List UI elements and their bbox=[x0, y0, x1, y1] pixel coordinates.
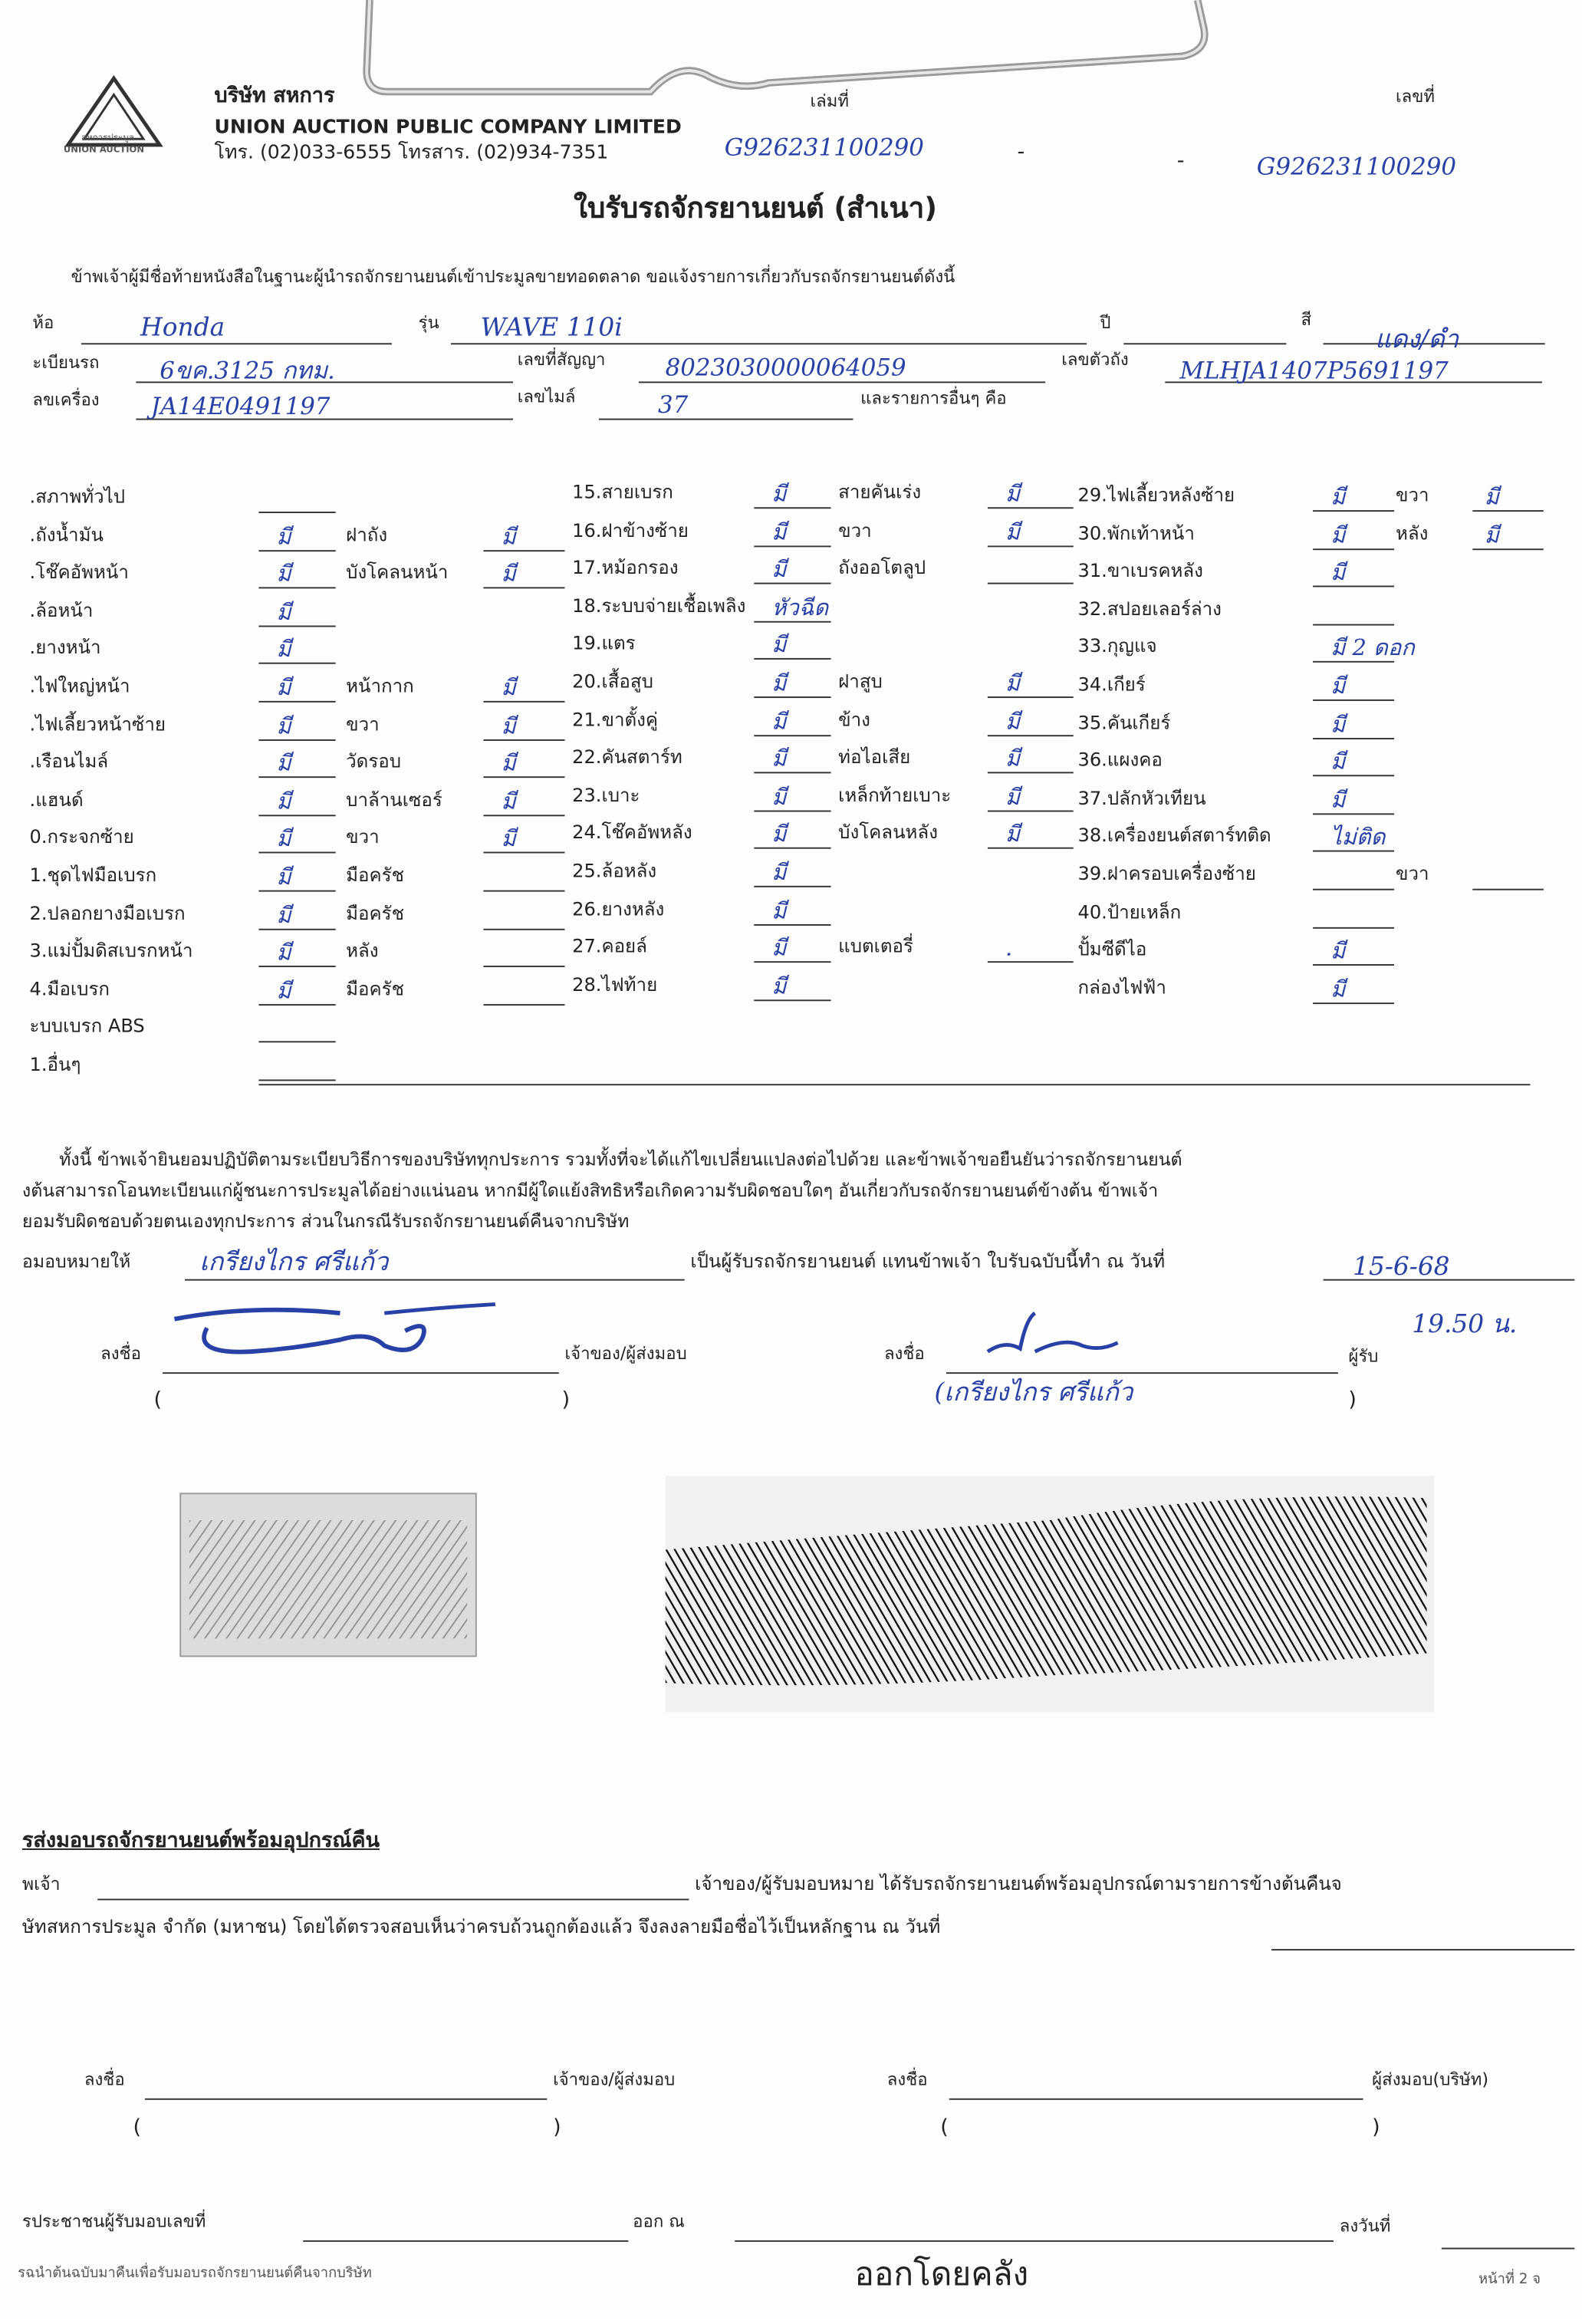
issue-date-label: ลงวันที่ bbox=[1339, 2215, 1391, 2237]
checklist-item-mark: มี bbox=[1330, 748, 1346, 775]
checklist-sub-label: วัดรอบ bbox=[346, 749, 402, 772]
document-page: สหการประมูล UNION AUCTION บริษัท สหการ UNION AUCTION PUBLIC COMPANY LIMITED โทร. (02)033-6555 โทรสาร. (02)934-7351 เล่มที่ เลขที่ G926231100290 - - G926231100290 ใบรับรถจักรยานยนต์ (สำเนา) ข้าพเจ้าผู้มีชื่อท้ายหนังสือในฐานะผู้นำรถจักรยานยนต์เข้าประมูลขายทอดตลาด ขอแจ้งรายการเกี่ยวกับรถจักรยานยนต์ดังนี้ ห้อ Honda รุ่น WAVE 110i ปี สี แดง/ดำ ะเบียนรถ 6ขค.3125 กทม. เลขที่สัญญา 8023030000064059 เลขตัวถัง MLHJA1407P5691197 ลขเครื่อง JA14E0491197 เลขไมล์ 37 และรายการอื่นๆ คือ ทั้งนี้ ข้าพเจ้ายินยอมปฏิบัติตามระเบียบวิธีการของบริษัททุกประการ รวมทั้งที่จะได้แก้ไขเปลี่ยนแปลงต่อไปด้วย และข้าพเจ้าขอยืนยันว่ารถจักรยานยนต์ งต้นสามารถโอนทะเบียนแก่ผู้ชนะการประมูลได้อย่างแน่นอน หากมีผู้ใดแย้งสิทธิหรือเกิดความรับผิดชอบใดๆ อันเกี่ยวกับรถจักรยานยนต์ข้างต้น ข้าพเจ้า ยอมรับผิดชอบด้วยตนเองทุกประการ ส่วนในกรณีรับรถจักรยานยนต์คืนจากบริษัท อมอบหมายให้ เกรียงไกร ศรีแก้ว เป็นผู้รับรถจักรยานยนต์ แทนข้าพเจ้า ใบรับฉบับนี้ทำ ณ วันที่ 15-6-68 19.50 น. ลงชื่อ เจ้าของ/ผู้ส่งมอบ ( ) ลงชื่อ ผู้รับ (เกรียงไกร ศรีแก้ว ) รส่งมอบรถจักรยานยนต์พร้อมอุปกรณ์คืน พเจ้า เจ้าของ/ผู้รับมอบหมาย ได้รับรถจักรยานยนต์พร้อมอุปกรณ์ตามรายการข้างต้นคืนจ ษัทสหการประมูล จำกัด (มหาชน) โดยได้ตรวจสอบเห็นว่าครบถ้วนถูกต้องแล้ว จึงลงลายมือชื่อไว้เป็นหลักฐาน ณ วันที่ ลงชื่อ เจ้าของ/ผู้ส่งมอบ ( ) ลงชื่อ ผู้ส่งมอบ(บริษัท) ( ) รประชาชนผู้รับมอบเลขที่ ออก ณ ลงวันที่ รฉนำต้นฉบับมาคืนเพื่อรับมอบรถจักรยานยนต์คืนจากบริษัท ออกโดยคลัง หน้าที่ 2 จ .สภาพทั่วไป .ถังน้ำมัน มี ฝาถัง มี .โช๊คอัพหน้า มี บังโคลนหน้า มี .ล้อหน้า มี .ยางหน้า มี .ไฟใหญ่หน้า มี หน้ากาก มี .ไฟเลี้ยวหน้าซ้าย มี ขวา มี .เรือนไมล์ มี วัดรอบ มี .แฮนด์ มี บาล้านเซอร์ มี 0.กระจกซ้าย มี ขวา มี 1.ชุดไฟมือเบรก มี มือครัช 2.ปลอกยางมือเบรก มี มือครัช 3.แม่ปั้มดิสเบรกหน้า มี หลัง 4.มือเบรก มี มือครัช ะบบเบรก ABS 1.อื่นๆ 15.สายเบรก มี สายคันเร่ง มี 16.ฝาข้างซ้าย มี ขวา มี 17.หม้อกรอง มี ถังออโตลูป 18.ระบบจ่ายเชื้อเพลิง หัวฉีด 19.แตร มี 20.เสื้อสูบ มี ฝาสูบ มี 21.ขาตั้งคู่ มี ข้าง มี 22.คันสตาร์ท มี ท่อไอเสีย มี 23.เบาะ มี เหล็กท้ายเบาะ มี 24.โช๊คอัพหลัง มี บังโคลนหลัง มี 25.ล้อหลัง มี 26.ยางหลัง มี 27.คอยล์ มี แบตเตอรี่ . 28.ไฟท้าย มี 29.ไฟเลี้ยวหลังซ้าย มี ขวา มี 30.พักเท้าหน้า มี หลัง มี 31.ขาเบรคหลัง มี 32.สปอยเลอร์ล่าง 33.กุญแจ มี 2 ดอก 34.เกียร์ มี 35.คันเกียร์ มี 36.แผงคอ มี 37.ปลักหัวเทียน มี 38.เครื่องยนต์สตาร์ทติด ไม่ติด 39.ฝาครอบเครื่องซ้าย ขวา 40.ป้ายเหล็ก ปั้มซีดีไอ มี กล่องไฟฟ้า มี bbox=[0, 0, 1582, 2314]
checklist-item-label: 32.สปอยเลอร์ล่าง bbox=[1077, 597, 1222, 620]
time-value: 19.50 น. bbox=[1412, 1310, 1518, 1340]
return-heading: รส่งมอบรถจักรยานยนต์พร้อมอุปกรณ์คืน bbox=[21, 1829, 380, 1853]
checklist-item-mark: มี bbox=[276, 825, 291, 853]
receiver-sign-label: ลงชื่อ bbox=[883, 1342, 925, 1364]
contract-value: 8023030000064059 bbox=[665, 353, 906, 382]
chassis-value: MLHJA1407P5691197 bbox=[1179, 356, 1449, 385]
receiver-signature bbox=[975, 1307, 1138, 1366]
checklist-item-label: ะบบเบรก ABS bbox=[29, 1015, 145, 1038]
footer-stamp: ออกโดยคลัง bbox=[854, 2257, 1029, 2294]
checklist-item-label: 39.ฝาครอบเครื่องซ้าย bbox=[1077, 862, 1256, 884]
reg-value: 6ขค.3125 กทม. bbox=[160, 356, 335, 385]
checklist-item-mark: มี bbox=[276, 863, 291, 890]
checklist-item-label: 21.ขาตั้งคู่ bbox=[572, 707, 659, 730]
engine-value: JA14E0491197 bbox=[150, 391, 331, 420]
checklist-item-label: กล่องไฟฟ้า bbox=[1077, 976, 1166, 999]
checklist-sub-label: ฝาสูบ bbox=[838, 670, 883, 693]
checklist-item-label: 24.โช๊คอัพหลัง bbox=[572, 821, 692, 844]
checklist-sub-label: ข้าง bbox=[838, 707, 870, 730]
checklist-item-label: 27.คอยล์ bbox=[572, 934, 647, 957]
checklist-item-label: 2.ปลอกยางมือเบรก bbox=[29, 901, 186, 924]
checklist-item-mark: มี bbox=[1330, 710, 1346, 738]
footer-note: รฉนำต้นฉบับมาคืนเพื่อรับมอบรถจักรยานยนต์คืนจากบริษัท bbox=[18, 2265, 372, 2282]
company-name-en: UNION AUCTION PUBLIC COMPANY LIMITED bbox=[214, 117, 682, 140]
book-no-value: G926231100290 bbox=[724, 133, 924, 162]
checklist-item-mark: มี bbox=[771, 518, 787, 545]
checklist-item-label: 28.ไฟท้าย bbox=[572, 973, 658, 996]
checklist-sub-label: ขวา bbox=[1396, 862, 1429, 884]
checklist-item-label: 18.ระบบจ่ายเชื้อเพลิง bbox=[572, 594, 746, 617]
logo-text-en: UNION AUCTION bbox=[63, 144, 145, 156]
checklist-sub-label: มือครัช bbox=[346, 901, 404, 924]
checklist-item-label: 35.คันเกียร์ bbox=[1077, 710, 1171, 733]
declaration-line-1: ทั้งนี้ ข้าพเจ้ายินยอมปฏิบัติตามระเบียบวิธีการของบริษัททุกประการ รวมทั้งที่จะได้แก้ไขเปลี่ยนแปลงต่อไปด้วย และข้าพเจ้าขอยืนยันว่ารถจักรยานยนต์ bbox=[59, 1149, 1182, 1170]
assign-value: เกรียงไกร ศรีแก้ว bbox=[199, 1248, 389, 1278]
checklist-item-label: 38.เครื่องยนต์สตาร์ทติด bbox=[1077, 824, 1271, 847]
checklist-item-label: .แฮนด์ bbox=[29, 788, 84, 811]
checklist-item-mark: มี bbox=[276, 674, 291, 701]
return-line1-label: พเจ้า bbox=[21, 1873, 61, 1894]
assign-label: อมอบหมายให้ bbox=[21, 1251, 131, 1272]
return-owner-sign-label: ลงชื่อ bbox=[84, 2069, 125, 2090]
checklist-item-label: 31.ขาเบรคหลัง bbox=[1077, 559, 1203, 582]
checklist-item-label: 25.ล้อหลัง bbox=[572, 859, 657, 882]
checklist-item-label: 26.ยางหลัง bbox=[572, 897, 665, 920]
checklist-item-mark: มี bbox=[771, 821, 787, 848]
checklist-item-mark: มี bbox=[771, 897, 787, 924]
checklist-item-label: .สภาพทั่วไป bbox=[29, 485, 126, 508]
checklist-item-mark: มี bbox=[771, 934, 787, 962]
assign-tail: เป็นผู้รับรถจักรยานยนต์ แทนข้าพเจ้า ใบรับฉบับนี้ทำ ณ วันที่ bbox=[690, 1249, 1166, 1272]
engine-number-rubbing bbox=[177, 1490, 480, 1661]
checklist-item-label: 17.หม้อกรอง bbox=[572, 556, 679, 579]
checklist-item-label: 16.ฝาข้างซ้าย bbox=[572, 518, 689, 541]
checklist-sub-label: ขวา bbox=[346, 712, 380, 735]
year-label: ปี bbox=[1100, 311, 1111, 333]
checklist-sub-mark: มี bbox=[1005, 707, 1021, 735]
checklist-item-mark: มี bbox=[276, 598, 291, 626]
owner-sign-label: ลงชื่อ bbox=[100, 1342, 141, 1364]
checklist-item-label: 3.แม่ปั้มดิสเบรกหน้า bbox=[29, 939, 193, 962]
checklist-item-mark: มี bbox=[276, 939, 291, 966]
checklist-sub-label: ท่อไอเสีย bbox=[838, 746, 911, 768]
checklist-item-label: .ไฟเลี้ยวหน้าซ้าย bbox=[29, 712, 166, 735]
checklist-item-label: 0.กระจกซ้าย bbox=[29, 825, 134, 848]
checklist-sub-label: ขวา bbox=[346, 825, 380, 848]
checklist-item-mark: มี bbox=[1330, 521, 1346, 548]
checklist-item-label: 4.มือเบรก bbox=[29, 977, 110, 999]
checklist-item-mark: มี bbox=[1330, 786, 1346, 814]
company-contact: โทร. (02)033-6555 โทรสาร. (02)934-7351 bbox=[214, 142, 609, 165]
checklist-item-label: 1.อื่นๆ bbox=[29, 1052, 81, 1075]
checklist-item-label: .โช๊คอัพหน้า bbox=[29, 561, 129, 583]
book-no-label: เล่มที่ bbox=[810, 90, 849, 111]
mile-value: 37 bbox=[657, 390, 689, 419]
checklist-item-label: 15.สายเบรก bbox=[572, 480, 673, 503]
checklist-item-mark: มี bbox=[1330, 483, 1346, 511]
checklist-item-mark: มี bbox=[771, 480, 787, 508]
chassis-label: เลขตัวถัง bbox=[1061, 349, 1129, 370]
checklist-item-mark: มี bbox=[771, 556, 787, 583]
checklist-sub-mark: มี bbox=[501, 522, 516, 550]
receiver-role-label: ผู้รับ bbox=[1348, 1345, 1379, 1367]
checklist-sub-label: บาล้านเซอร์ bbox=[346, 788, 442, 811]
checklist-item-label: .ล้อหน้า bbox=[29, 598, 94, 621]
checklist-item-mark: มี bbox=[276, 636, 291, 663]
checklist-sub-label: ขวา bbox=[838, 518, 872, 541]
id-card-label: รประชาชนผู้รับมอบเลขที่ bbox=[21, 2210, 206, 2232]
checklist-sub-label: แบตเตอรี่ bbox=[838, 934, 913, 957]
checklist-sub-label: สายคันเร่ง bbox=[838, 480, 922, 503]
return-line2: ษัทสหการประมูล จำกัด (มหาชน) โดยได้ตรวจสอบเห็นว่าครบถ้วนถูกต้องแล้ว จึงลงลายมือชื่อไว้เป็นหลักฐาน ณ วันที่ bbox=[21, 1914, 941, 1937]
checklist-item-mark: มี bbox=[1330, 673, 1346, 700]
owner-signature bbox=[163, 1299, 502, 1372]
checklist-item-mark: มี bbox=[771, 746, 787, 772]
checklist-sub-mark: มี bbox=[501, 825, 516, 853]
return-line1-tail: เจ้าของ/ผู้รับมอบหมาย ได้รับรถจักรยานยนต์พร้อมอุปกรณ์ตามรายการข้างต้นคืนจ bbox=[695, 1871, 1342, 1894]
checklist-item-mark: มี bbox=[1330, 559, 1346, 586]
declaration-line-3: ยอมรับผิดชอบด้วยตนเองทุกประการ ส่วนในกรณีรับรถจักรยานยนต์คืนจากบริษัท bbox=[21, 1211, 630, 1233]
color-label: สี bbox=[1301, 308, 1312, 330]
checklist-item-label: 29.ไฟเลี้ยวหลังซ้าย bbox=[1077, 483, 1235, 506]
return-company-sign-label: ลงชื่อ bbox=[886, 2069, 928, 2090]
checklist-item-label: .ไฟใหญ่หน้า bbox=[29, 674, 130, 697]
company-name-th: บริษัท สหการ bbox=[214, 84, 335, 108]
checklist-sub-label: ฝาถัง bbox=[346, 522, 388, 545]
checklist-sub-mark: . bbox=[1005, 934, 1013, 962]
no-value: G926231100290 bbox=[1256, 152, 1456, 181]
checklist-item-mark: มี bbox=[276, 522, 291, 550]
checklist-item-mark: มี bbox=[771, 783, 787, 811]
checklist-item-label: 1.ชุดไฟมือเบรก bbox=[29, 863, 157, 886]
chassis-number-rubbing bbox=[666, 1476, 1435, 1712]
checklist-sub-label: บังโคลนหน้า bbox=[346, 561, 449, 583]
checklist-item-label: 40.ป้ายเหล็ก bbox=[1077, 900, 1182, 923]
checklist-sub-label: มือครัช bbox=[346, 977, 404, 999]
checklist-sub-label: เหล็กท้ายเบาะ bbox=[838, 783, 952, 806]
checklist-sub-mark: มี bbox=[1005, 518, 1021, 545]
checklist-sub-mark: มี bbox=[1005, 670, 1021, 697]
mile-label: เลขไมล์ bbox=[517, 386, 576, 407]
checklist-sub-label: หน้ากาก bbox=[346, 674, 414, 697]
checklist-sub-mark: มี bbox=[501, 712, 516, 739]
intro-text: ข้าพเจ้าผู้มีชื่อท้ายหนังสือในฐานะผู้นำรถจักรยานยนต์เข้าประมูลขายทอดตลาด ขอแจ้งรายการเกี่ยวกับรถจักรยานยนต์ดังนี้ bbox=[71, 266, 955, 288]
checklist-item-label: 22.คันสตาร์ท bbox=[572, 746, 682, 768]
checklist-sub-label: หลัง bbox=[346, 939, 379, 962]
checklist-item-label: ปั้มซีดีไอ bbox=[1077, 937, 1147, 960]
checklist-sub-mark: มี bbox=[1005, 480, 1021, 508]
checklist-item-mark: มี bbox=[276, 749, 291, 777]
checklist-item-label: 30.พักเท้าหน้า bbox=[1077, 521, 1195, 544]
declaration-line-2: งต้นสามารถโอนทะเบียนแก่ผู้ชนะการประมูลได้อย่างแน่นอน หากมีผู้ใดแย้งสิทธิหรือเกิดความรับผิดชอบใดๆ อันเกี่ยวกับรถจักรยานยนต์ข้างต้น ข้าพเจ้า bbox=[21, 1180, 1159, 1201]
checklist-item-mark: มี bbox=[1330, 937, 1346, 965]
paper-clip-graphic bbox=[340, 0, 1227, 118]
checklist-item-label: 33.กุญแจ bbox=[1077, 634, 1157, 657]
checklist-sub-mark: มี bbox=[1484, 521, 1499, 548]
checklist-item-mark: มี bbox=[771, 632, 787, 659]
checklist-item-label: 19.แตร bbox=[572, 632, 636, 654]
checklist-sub-mark: มี bbox=[501, 561, 516, 588]
return-owner-role-label: เจ้าของ/ผู้ส่งมอบ bbox=[553, 2069, 676, 2090]
checklist-item-mark: ไม่ติด bbox=[1330, 824, 1386, 851]
brand-value: Honda bbox=[140, 313, 225, 344]
checklist-item-mark: มี bbox=[276, 561, 291, 588]
checklist-sub-mark: มี bbox=[501, 788, 516, 815]
checklist-item-mark: มี bbox=[276, 788, 291, 815]
return-company-role-label: ผู้ส่งมอบ(บริษัท) bbox=[1372, 2069, 1489, 2090]
checklist-item-label: 36.แผงคอ bbox=[1077, 748, 1163, 771]
checklist-item-mark: มี 2 ดอก bbox=[1330, 634, 1415, 662]
checklist-item-mark: มี bbox=[771, 859, 787, 886]
checklist-sub-label: ถังออโตลูป bbox=[838, 556, 926, 579]
logo-text-th: สหการประมูล bbox=[81, 133, 134, 144]
checklist-item-mark: มี bbox=[276, 977, 291, 1004]
checklist-item-mark: มี bbox=[276, 712, 291, 739]
checklist-sub-mark: มี bbox=[1005, 783, 1021, 811]
other-label: และรายการอื่นๆ คือ bbox=[860, 387, 1007, 409]
checklist-item-mark: มี bbox=[771, 670, 787, 697]
model-value: WAVE 110i bbox=[480, 313, 623, 344]
date-value: 15-6-68 bbox=[1353, 1253, 1450, 1282]
checklist-sub-mark: มี bbox=[501, 674, 516, 701]
checklist-item-label: .ถังน้ำมัน bbox=[29, 522, 104, 545]
issued-at-label: ออก ณ bbox=[633, 2210, 685, 2232]
checklist-sub-label: ขวา bbox=[1396, 483, 1429, 506]
checklist-item-label: 20.เสื้อสูบ bbox=[572, 670, 653, 693]
checklist-sub-mark: มี bbox=[501, 749, 516, 777]
checklist-item-label: .เรือนไมล์ bbox=[29, 749, 109, 772]
checklist-item-mark: หัวฉีด bbox=[771, 594, 829, 621]
checklist-item-label: 23.เบาะ bbox=[572, 783, 640, 806]
brand-label: ห้อ bbox=[32, 311, 54, 333]
checklist-sub-mark: มี bbox=[1484, 483, 1499, 511]
checklist-item-label: 34.เกียร์ bbox=[1077, 673, 1146, 696]
contract-label: เลขที่สัญญา bbox=[517, 349, 606, 370]
footer-page: หน้าที่ 2 จ bbox=[1478, 2271, 1541, 2288]
checklist-sub-label: บังโคลนหลัง bbox=[838, 821, 938, 844]
checklist-item-label: 37.ปลักหัวเทียน bbox=[1077, 786, 1206, 809]
color-value: แดง/ดำ bbox=[1375, 325, 1459, 355]
checklist-item-mark: มี bbox=[771, 973, 787, 999]
receiver-name: (เกรียงไกร ศรีแก้ว bbox=[934, 1378, 1133, 1408]
checklist-sub-label: หลัง bbox=[1396, 521, 1429, 544]
checklist-sub-mark: มี bbox=[1005, 746, 1021, 772]
checklist-item-mark: มี bbox=[276, 901, 291, 929]
owner-role-label: เจ้าของ/ผู้ส่งมอบ bbox=[564, 1342, 687, 1364]
no-label: เลขที่ bbox=[1396, 85, 1435, 107]
checklist-sub-label: มือครัช bbox=[346, 863, 404, 886]
engine-label: ลขเครื่อง bbox=[32, 389, 100, 410]
checklist-sub-mark: มี bbox=[1005, 821, 1021, 848]
model-label: รุ่น bbox=[418, 311, 439, 333]
document-title: ใบรับรถจักรยานยนต์ (สำเนา) bbox=[574, 192, 937, 225]
reg-label: ะเบียนรถ bbox=[32, 351, 100, 373]
checklist-item-mark: มี bbox=[771, 707, 787, 735]
checklist-item-label: .ยางหน้า bbox=[29, 636, 101, 659]
checklist-item-mark: มี bbox=[1330, 976, 1346, 1002]
